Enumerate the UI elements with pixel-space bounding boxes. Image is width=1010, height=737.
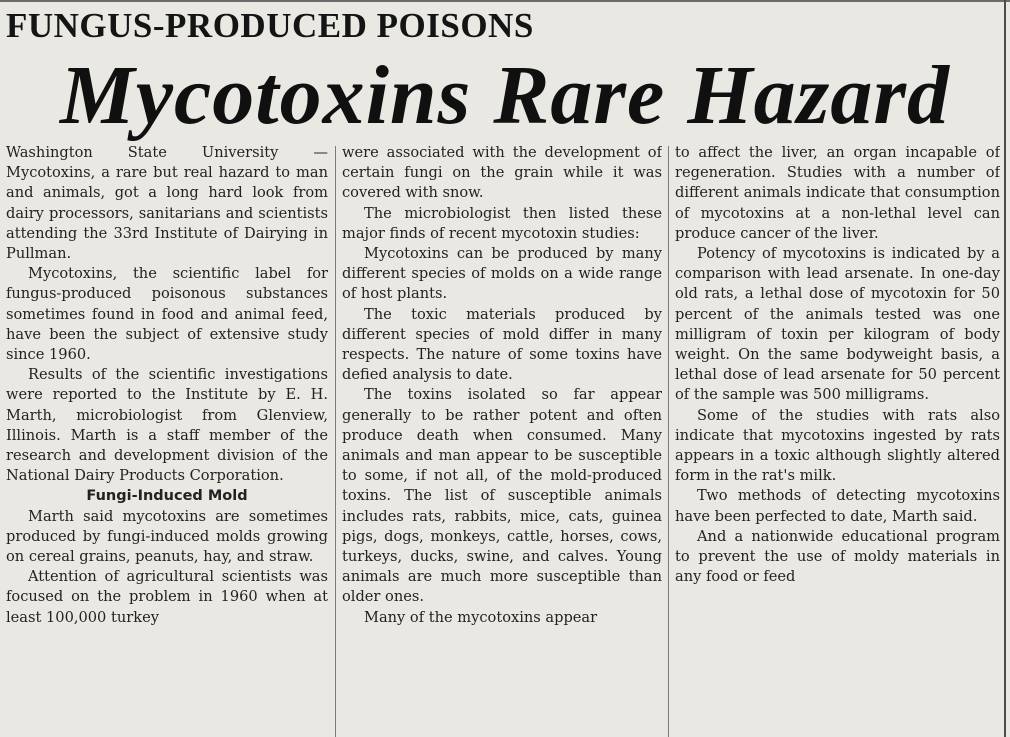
- article-column-3: [675, 143, 1000, 737]
- main-headline: Mycotoxins Rare Hazard: [60, 49, 951, 142]
- article-paragraph: Potency of mycotoxins is indicated by a comparison with lead arsenate. In one-day old rats, a lethal dose of mycotoxin for 50 percent of the animals tested was one milligram of toxin per kilogram of body weight. On the same bodyweight basis, a lethal dose of lead arsenate for 50 percent of the sample was 500 milligrams.: [675, 245, 1000, 404]
- kicker-headline: FUNGUS-PRODUCED POISONS: [6, 6, 534, 45]
- article-paragraph: The toxic materials produced by different species of mold differ in many respects. The nature of some toxins have defied analysis to date.: [342, 305, 662, 384]
- article-paragraph: Some of the studies with rats also indicate that mycotoxins ingested by rats appears in a toxic although slightly altered form in the rat's milk.: [675, 406, 1000, 485]
- article-column-2: [342, 143, 662, 737]
- article-paragraph: Washington State University — Mycotoxins, a rare but real hazard to man and animals, got a long hard look from dairy processors, sanitarians and scientists attending the 33rd Institute of Dairying in Pullman.: [6, 144, 328, 263]
- section-subhead: Fungi-Induced Mold: [86, 488, 248, 505]
- article-paragraph: Attention of agricultural scientists was focused on the problem in 1960 when at least 100,000 turkey: [6, 568, 328, 626]
- column-divider-1: [335, 146, 336, 737]
- article-paragraph: The toxins isolated so far appear generally to be rather potent and often produce death when consumed. Many animals and man appear to be susceptible to some, if not all, of the mold-produced toxins. The list of susceptible animals includes rats, rabbits, mice, cats, guinea pigs, dogs, monkeys, cattle, horses, cows, turkeys, ducks, swine, and calves. Young animals are much more susceptible than older ones.: [342, 386, 662, 606]
- article-paragraph: Mycotoxins can be produced by many different species of molds on a wide range of host plants.: [342, 245, 662, 303]
- article-paragraph: The microbiologist then listed these major finds of recent mycotoxin studies:: [342, 204, 662, 242]
- column-divider-2: [668, 146, 669, 737]
- article-paragraph: And a nationwide educational program to prevent the use of moldy materials in any food or feed: [675, 527, 1000, 586]
- top-border-rule: [0, 0, 1010, 2]
- article-paragraph: to affect the liver, an organ incapable of regeneration. Studies with a number of different animals indicate that consumption of mycotoxins at a non-lethal level can produce cancer of the liver.: [675, 144, 1000, 242]
- article-paragraph: Two methods of detecting mycotoxins have been perfected to date, Marth said.: [675, 487, 1000, 525]
- article-paragraph: Marth said mycotoxins are sometimes produced by fungi-induced molds growing on cereal grains, peanuts, hay, and straw.: [6, 507, 328, 566]
- article-column-1: [6, 143, 328, 737]
- article-paragraph: Many of the mycotoxins appear: [364, 608, 598, 626]
- right-page-edge: [1004, 0, 1006, 737]
- article-paragraph: Mycotoxins, the scientific label for fungus-produced poisonous substances sometimes found in food and animal feed, have been the subject of extensive study since 1960.: [6, 265, 328, 364]
- article-paragraph: Results of the scientific investigations were reported to the Institute by E. H. Marth, microbiologist from Glenview, Illinois. Marth is a staff member of the research and development division of the National Dairy Products Corporation.: [6, 366, 328, 485]
- article-paragraph: were associated with the development of certain fungi on the grain while it was covered with snow.: [342, 144, 662, 202]
